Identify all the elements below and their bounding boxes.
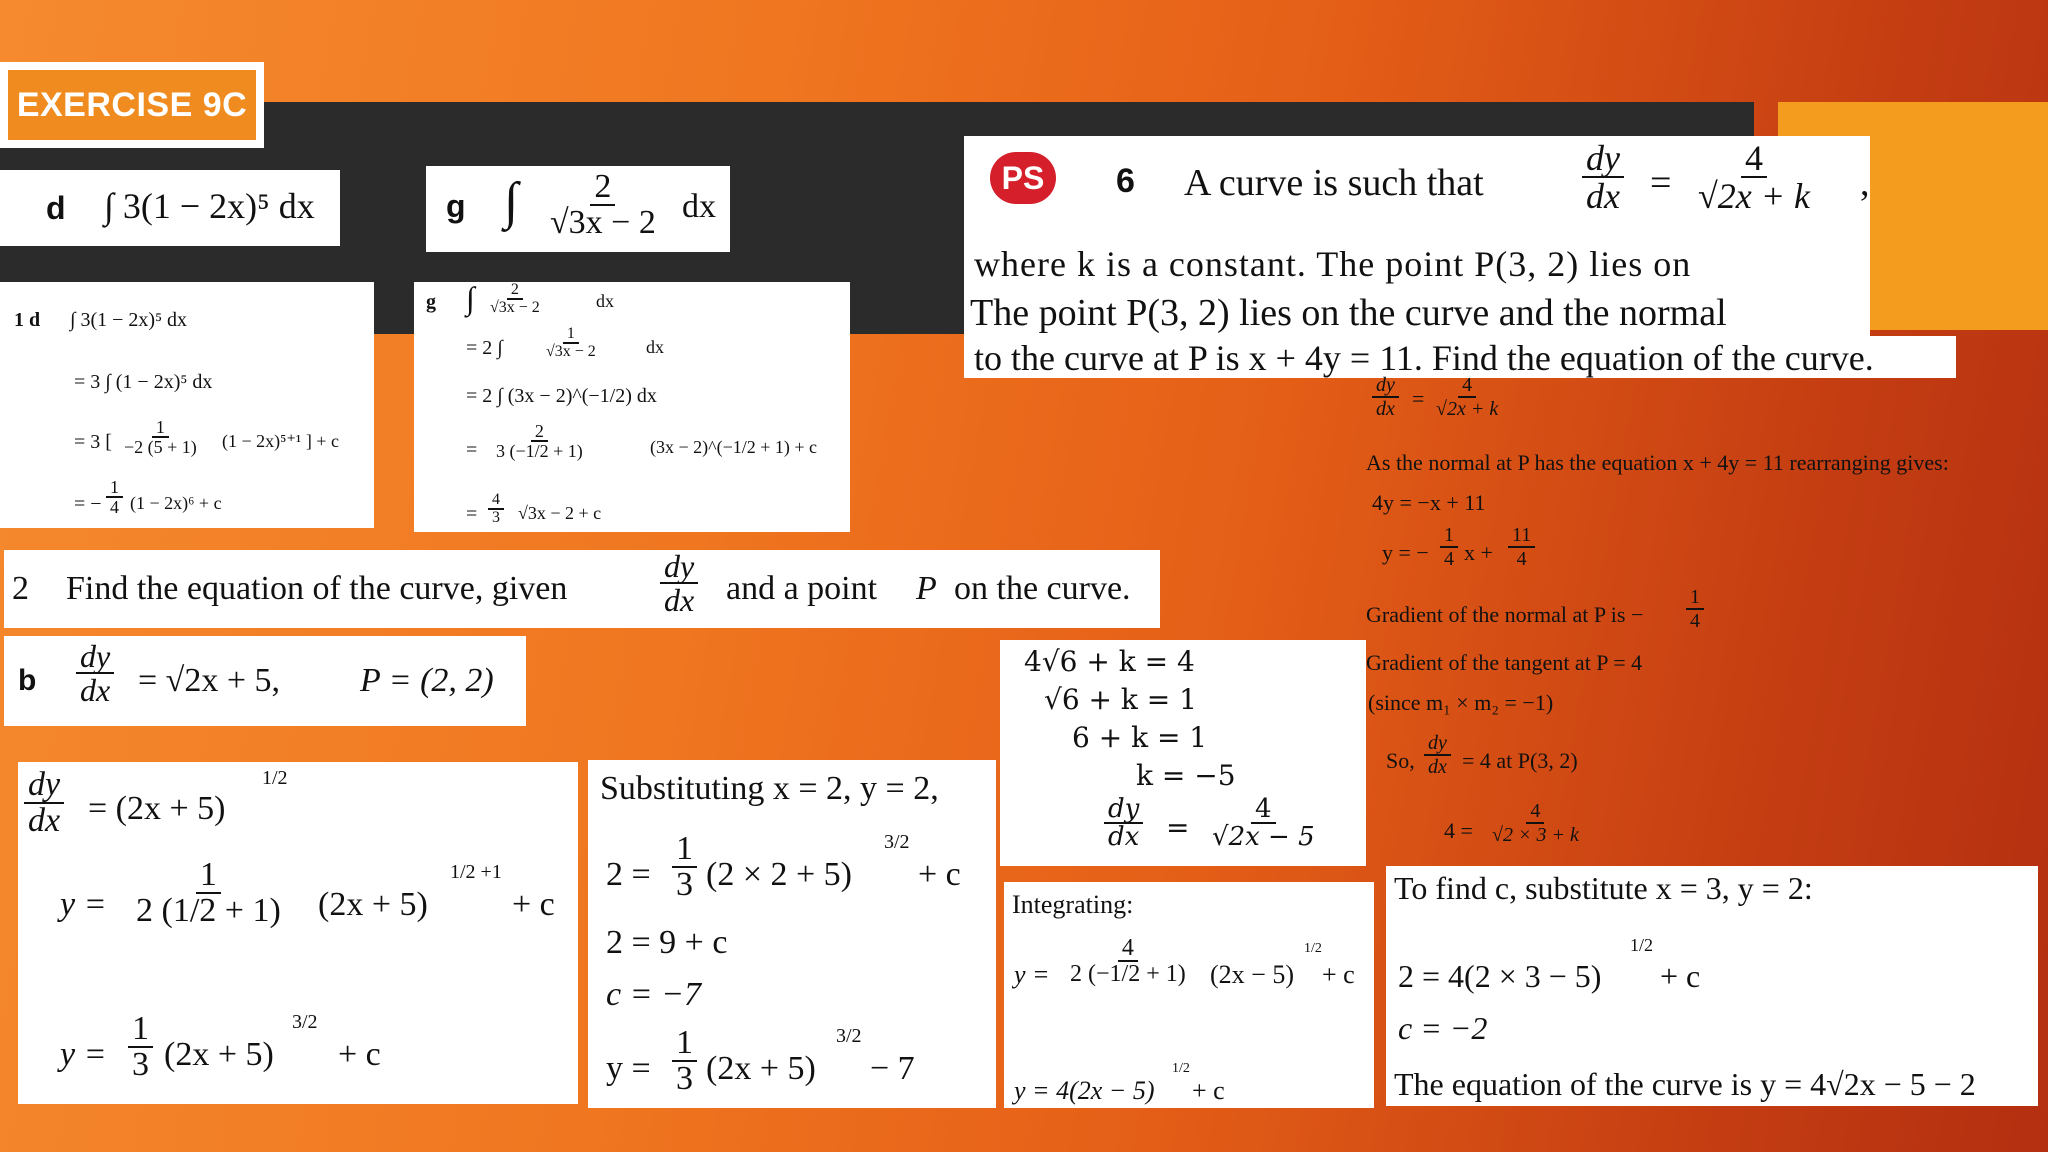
integrating-line1-exp: 1/2 xyxy=(1304,941,1322,956)
substitution-line4-tail: (2x + 5) xyxy=(706,1050,816,1087)
solution-g-line2-num: 1 xyxy=(563,326,579,344)
solve-k-dx: dx xyxy=(1108,822,1140,852)
solution-6-line4-num1: 1 xyxy=(1440,524,1458,548)
question-6-number: 6 xyxy=(1116,162,1135,200)
substitution-line1-num: 1 xyxy=(672,832,697,868)
solution-6-line9-num: 4 xyxy=(1526,800,1544,824)
question-6-text1: A curve is such that xyxy=(1184,162,1484,204)
working-b-line1-exp: 1/2 xyxy=(262,767,288,789)
solution-6-line8a: So, xyxy=(1386,748,1415,773)
integrating-card xyxy=(1004,882,1374,1108)
solution-d-line4a: = − xyxy=(74,493,102,515)
solution-g-line1-dx: dx xyxy=(596,291,614,311)
working-b-line2-frac xyxy=(132,858,285,928)
solution-6-line5-den: 4 xyxy=(1690,610,1700,632)
working-b-line3-exp: 3/2 xyxy=(292,1011,318,1033)
question-6-equals: = xyxy=(1650,162,1672,204)
integrating-line1-tail: (2x − 5) xyxy=(1210,960,1294,989)
question-6-line2: where k is a constant. The point P(3, 2) lies on xyxy=(974,244,1692,284)
solution-d-line3a: = 3 [ xyxy=(74,431,112,453)
solve-k-line1: 4√6 + k = 4 xyxy=(1024,645,1195,678)
substitution-line3: c = −7 xyxy=(606,976,701,1013)
question-6-derivative xyxy=(1582,140,1624,214)
solution-g-line5-frac xyxy=(488,492,504,526)
solution-g-line3: = 2 ∫ (3x − 2)^(−1/2) dx xyxy=(466,385,657,407)
solve-k-line4: k = −5 xyxy=(1136,759,1236,792)
substitution-line1-tail: (2 × 2 + 5) xyxy=(706,856,852,893)
question-2-dy: dy xyxy=(660,550,698,584)
solution-d-line3-num: 1 xyxy=(152,418,169,438)
solution-6-line1-den: √2x + k xyxy=(1436,398,1499,420)
solution-6-line8-dy: dy xyxy=(1424,732,1451,756)
working-b-line3-tail: (2x + 5) xyxy=(164,1036,274,1073)
solution-6-line6: Gradient of the tangent at P = 4 xyxy=(1366,650,1643,675)
solution-6-line8-dx: dx xyxy=(1428,756,1447,778)
question-2b-card xyxy=(4,636,526,726)
question-g-fraction xyxy=(546,170,660,240)
find-c-card xyxy=(1386,866,2038,1106)
question-6-comma: , xyxy=(1860,162,1870,204)
solution-d-line4-den: 4 xyxy=(110,497,119,517)
working-b-line3a: y = xyxy=(60,1036,107,1073)
solution-g-line4-den: 3 (−1/2 + 1) xyxy=(496,441,583,461)
solution-6-line7: (since m₁ × m₂ = −1) xyxy=(1368,690,1554,715)
problem-solving-badge: PS xyxy=(990,152,1056,204)
find-c-head: To find c, substitute x = 3, y = 2: xyxy=(1394,870,1813,906)
solution-6-line1-eq: = xyxy=(1412,386,1425,411)
question-6-rhs-den: √2x + k xyxy=(1698,176,1811,216)
working-b-line2-exp: 1/2 +1 xyxy=(450,861,502,883)
question-d-label: d xyxy=(46,190,66,226)
integrating-line1-den: 2 (−1/2 + 1) xyxy=(1070,961,1186,987)
substitution-line4-num: 1 xyxy=(672,1026,697,1062)
question-6-rhs-num: 4 xyxy=(1741,140,1767,178)
working-b-line2-num: 1 xyxy=(196,858,221,894)
question-2-point: P xyxy=(916,570,937,607)
equals-sign: = xyxy=(466,439,478,461)
solve-k-line5-rhs xyxy=(1208,796,1319,850)
solve-k-line2: √6 + k = 1 xyxy=(1044,683,1197,716)
integrating-line1-num: 4 xyxy=(1118,936,1138,962)
solution-d-line4-frac xyxy=(106,478,123,516)
integrating-line1a: y = xyxy=(1014,960,1050,989)
solution-g-line4-tail: (3x − 2)^(−1/2 + 1) + c xyxy=(650,437,818,457)
exercise-title: EXERCISE 9C xyxy=(16,85,248,124)
solution-g-line4-num: 2 xyxy=(531,422,548,442)
integrating-line2: y = 4(2x − 5) xyxy=(1014,1076,1155,1105)
solution-6-dx: dx xyxy=(1376,398,1395,420)
solution-g-line1-frac xyxy=(486,282,544,316)
solution-6-line5-num: 1 xyxy=(1686,586,1704,610)
substitution-line1-frac xyxy=(672,832,697,902)
solution-d-line1: ∫ 3(1 − 2x)⁵ dx xyxy=(70,309,188,331)
solution-6-line4-num2: 11 xyxy=(1508,524,1535,548)
solution-g-line5a: = xyxy=(466,503,478,525)
solution-6-line5a: Gradient of the normal at P is − xyxy=(1366,602,1644,627)
question-2-number: 2 xyxy=(12,570,29,607)
question-2b-rhs: = √2x + 5, xyxy=(138,662,281,699)
solution-g-line1-den: √3x − 2 xyxy=(490,299,540,316)
working-b-line2-tail: (2x + 5) xyxy=(318,886,428,923)
solution-6-line4-frac2 xyxy=(1508,524,1535,570)
solution-g-line2-den: √3x − 2 xyxy=(546,343,596,360)
question-2-card xyxy=(4,550,1160,628)
solution-6-line4b: x + xyxy=(1464,540,1493,565)
question-2-text3: on the curve. xyxy=(954,570,1131,607)
question-2-text1: Find the equation of the curve, given xyxy=(66,570,568,607)
question-6-line3: The point P(3, 2) lies on the curve and the normal xyxy=(970,292,1727,334)
substitution-line1-den: 3 xyxy=(676,866,693,903)
question-2b-derivative xyxy=(76,640,114,706)
working-b-line1-derivative xyxy=(24,768,64,838)
solution-d-line4b: (1 − 2x)⁶ + c xyxy=(130,493,222,513)
solution-g-line4-frac xyxy=(492,422,587,460)
substitution-line4-den: 3 xyxy=(676,1060,693,1097)
integrating-line2-c: + c xyxy=(1192,1076,1225,1105)
solution-d-line3-frac xyxy=(120,418,201,456)
solution-6-line2: As the normal at P has the equation x + 4y = 11 rearranging gives: xyxy=(1366,450,1949,475)
solution-d-line3-den: −2 (5 + 1) xyxy=(124,437,197,457)
solution-g-line2-dx: dx xyxy=(646,337,664,357)
find-c-line1: 2 = 4(2 × 3 − 5) xyxy=(1398,958,1602,994)
working-b-line3-num: 1 xyxy=(128,1012,153,1048)
question-2b-dx: dx xyxy=(80,672,111,708)
working-b-line2-den: 2 (1/2 + 1) xyxy=(136,892,281,929)
question-2-dx: dx xyxy=(664,582,695,618)
question-d-card xyxy=(0,170,340,246)
working-b-line2-c: + c xyxy=(512,886,555,923)
solution-g-card xyxy=(414,282,850,532)
find-c-line1-exp: 1/2 xyxy=(1630,935,1654,955)
working-b-dy: dy xyxy=(24,768,64,804)
substitution-card xyxy=(588,760,996,1108)
solution-d-line4-num: 1 xyxy=(106,478,123,498)
find-c-line3: The equation of the curve is y = 4√2x − 5 − 2 xyxy=(1394,1066,1976,1102)
solution-g-line5-den: 3 xyxy=(492,509,500,526)
find-c-line1-c: + c xyxy=(1660,958,1701,994)
exercise-title-box xyxy=(0,62,264,148)
question-2b-label: b xyxy=(18,664,37,697)
working-b-line1: = (2x + 5) xyxy=(88,790,226,827)
solution-6-line9-frac xyxy=(1488,800,1583,846)
question-g-numerator: 2 xyxy=(590,170,615,206)
solution-d-head: 1 d xyxy=(14,309,41,331)
solution-6-line3: 4y = −x + 11 xyxy=(1372,490,1486,515)
solve-k-rhs-den: √2x − 5 xyxy=(1212,822,1315,852)
question-g-denominator: √3x − 2 xyxy=(550,204,656,241)
solution-6-line1-rhs xyxy=(1432,374,1502,420)
working-b-dx: dx xyxy=(28,802,61,839)
question-2-text2: and a point xyxy=(726,570,878,607)
question-g-card xyxy=(426,166,730,252)
substitution-line2: 2 = 9 + c xyxy=(606,924,728,961)
solution-6-line5-frac xyxy=(1686,586,1704,632)
question-d-expression: ∫ 3(1 − 2x)⁵ dx xyxy=(104,186,315,226)
working-b-line2a: y = xyxy=(60,886,107,923)
solution-6-panel xyxy=(1366,370,2048,854)
solution-g-line2a: = 2 ∫ xyxy=(466,337,503,359)
solution-6-line4a: y = − xyxy=(1382,540,1429,565)
integral-sign-icon: ∫ xyxy=(466,280,475,316)
solution-d-card xyxy=(0,282,374,528)
substitution-line4a: y = xyxy=(606,1050,651,1087)
substitution-line4-frac xyxy=(672,1026,697,1096)
integrating-line1-frac xyxy=(1066,936,1190,986)
solve-k-line5-derivative xyxy=(1104,796,1143,850)
solve-k-rhs-num: 4 xyxy=(1251,796,1276,824)
question-6-dy: dy xyxy=(1582,140,1624,178)
solution-6-line4-den2: 4 xyxy=(1516,548,1527,570)
solution-g-line1-num: 2 xyxy=(507,282,523,300)
question-2b-point: P = (2, 2) xyxy=(360,662,494,699)
working-b-line3-c: + c xyxy=(338,1036,381,1073)
question-g-label: g xyxy=(446,188,466,224)
question-g-dx: dx xyxy=(682,188,716,225)
integrating-line2-exp: 1/2 xyxy=(1172,1061,1190,1076)
solution-g-head: g xyxy=(426,291,436,313)
solution-6-dy: dy xyxy=(1372,374,1399,398)
integrating-line1-c: + c xyxy=(1322,960,1355,989)
solution-g-line2-frac xyxy=(542,326,600,360)
question-2b-dy: dy xyxy=(76,640,114,674)
solve-k-dy: dy xyxy=(1104,796,1143,824)
solution-6-line8b: = 4 at P(3, 2) xyxy=(1462,748,1578,773)
solution-d-line2: = 3 ∫ (1 − 2x)⁵ dx xyxy=(74,371,213,393)
find-c-line2: c = −2 xyxy=(1398,1010,1488,1046)
question-6-dx: dx xyxy=(1586,176,1620,216)
substitution-line4-exp: 3/2 xyxy=(836,1025,862,1047)
solution-d-line3b: (1 − 2x)⁵⁺¹ ] + c xyxy=(222,431,339,451)
question-6-rhs xyxy=(1694,140,1814,214)
solution-6-line4-frac1 xyxy=(1440,524,1458,570)
solution-6-line9-den: √2 × 3 + k xyxy=(1492,824,1579,846)
solution-6-line1-num: 4 xyxy=(1458,374,1476,398)
substitution-line4-c: − 7 xyxy=(870,1050,915,1087)
solution-6-line8-derivative xyxy=(1424,732,1451,778)
working-b-line3-den: 3 xyxy=(132,1046,149,1083)
substitution-line1-c: + c xyxy=(918,856,961,893)
substitution-head: Substituting x = 2, y = 2, xyxy=(600,770,939,807)
substitution-line1a: 2 = xyxy=(606,856,651,893)
solve-k-line3: 6 + k = 1 xyxy=(1072,721,1208,754)
integrating-head: Integrating: xyxy=(1012,890,1134,919)
solution-g-line5-num: 4 xyxy=(488,492,504,510)
substitution-line1-exp: 3/2 xyxy=(884,831,910,853)
solution-g-line5-tail: √3x − 2 + c xyxy=(518,503,602,523)
question-2-derivative xyxy=(660,550,698,616)
working-b-line3-frac xyxy=(128,1012,153,1082)
question-6-line4: to the curve at P is x + 4y = 11. Find the equation of the curve. xyxy=(974,338,1874,378)
integral-sign-icon: ∫ xyxy=(504,173,519,230)
solve-k-line5-eq: = xyxy=(1166,811,1190,844)
solution-6-line4-den1: 4 xyxy=(1444,548,1454,570)
solution-6-line9a: 4 = xyxy=(1444,818,1473,843)
solution-6-line1-derivative xyxy=(1372,374,1399,420)
working-b-card xyxy=(18,762,578,1104)
solve-k-card xyxy=(1000,640,1366,866)
